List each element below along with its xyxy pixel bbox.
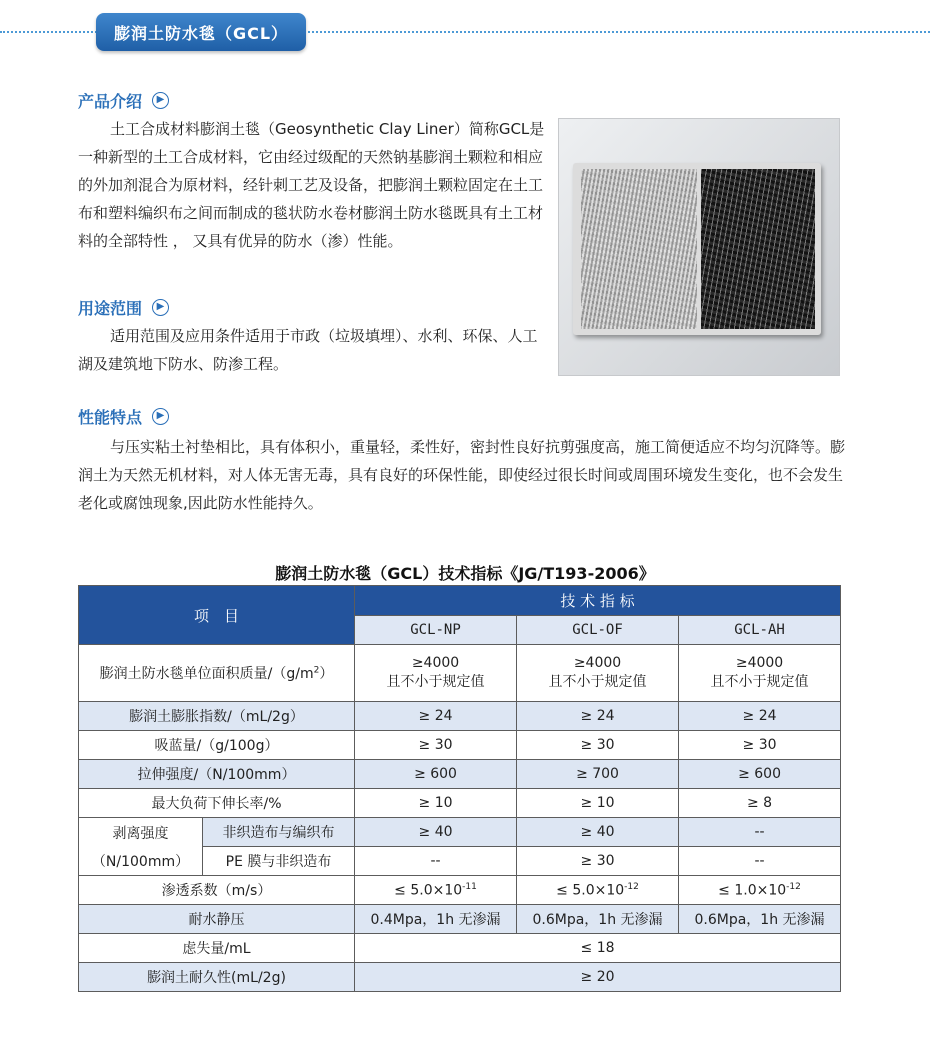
- header-spec: 技 术 指 标: [355, 586, 841, 616]
- page-title: 膨润土防水毯（GCL）: [113, 23, 289, 43]
- model-of: GCL-OF: [517, 615, 679, 645]
- mass-label-text: 膨润土防水毯单位面积质量/（g/m: [99, 666, 314, 682]
- intro-paragraph: 土工合成材料膨润土毯（Geosynthetic Clay Liner）简称GCL是一种新型的土工合成材料，它由经过级配的天然钠基膨润土颗粒和相应的外加剂混合为原材料，经针刺工艺及设备，把膨润土颗粒固定在土工布和塑料编织布之间而制成的毯状防水卷材膨润土防水毯既具有土工材料的全部特性 ， 又具有优异的防水（渗）性能。: [78, 120, 545, 250]
- peel-label-line2: （N/100mm）: [91, 853, 190, 870]
- features-heading: [78, 404, 169, 428]
- peel-sub2-value: --: [679, 847, 841, 876]
- table-row-tensile: [79, 760, 841, 789]
- swell-label: 膨润土膨胀指数/（mL/2g）: [79, 702, 355, 731]
- blue-value: ≥ 30: [355, 731, 517, 760]
- mass-value-line1: ≥4000: [573, 655, 622, 671]
- perm-base: ≤ 5.0×10: [556, 882, 625, 899]
- table-row-durability: [79, 963, 841, 992]
- tensile-value: ≥ 600: [355, 760, 517, 789]
- table-row-mass: [79, 645, 841, 702]
- arrow-right-circle-icon: ▶: [152, 92, 169, 109]
- swell-value: ≥ 24: [517, 702, 679, 731]
- arrow-right-circle-icon: ▶: [152, 299, 169, 316]
- perm-exp: -12: [624, 881, 639, 892]
- durability-label: 膨润土耐久性(mL/2g): [79, 963, 355, 992]
- blue-label: 吸蓝量/（g/100g）: [79, 731, 355, 760]
- tensile-value: ≥ 700: [517, 760, 679, 789]
- peel-sub2-label: PE 膜与非织造布: [203, 847, 355, 876]
- table-row-elongation: [79, 789, 841, 818]
- model-np: GCL-NP: [355, 615, 517, 645]
- fluid-loss-value: ≤ 18: [355, 934, 841, 963]
- peel-sub2-value: ≥ 30: [517, 847, 679, 876]
- gcl-sample-image: [573, 163, 821, 335]
- hydro-value: 0.6Mpa，1h 无渗漏: [517, 905, 679, 934]
- nonwoven-fabric-side: [581, 169, 697, 329]
- table-row-fluid-loss: [79, 934, 841, 963]
- banner-dotted-line-left: [0, 31, 100, 33]
- intro-heading: [78, 88, 169, 112]
- perm-value: [355, 876, 517, 905]
- fluid-loss-label: 虑失量/mL: [79, 934, 355, 963]
- perm-value: [517, 876, 679, 905]
- mass-label: [79, 645, 355, 702]
- perm-label: 渗透系数（m/s）: [79, 876, 355, 905]
- tensile-value: ≥ 600: [679, 760, 841, 789]
- blue-value: ≥ 30: [517, 731, 679, 760]
- mass-value-np: [355, 645, 517, 702]
- usage-heading-text: 用途范围: [78, 298, 143, 318]
- peel-sub2-value: --: [355, 847, 517, 876]
- mass-label-end: ）: [319, 666, 334, 682]
- mass-value-line2: 且不小于规定值: [548, 674, 647, 690]
- hydro-label: 耐水静压: [79, 905, 355, 934]
- durability-value: ≥ 20: [355, 963, 841, 992]
- perm-value: [679, 876, 841, 905]
- table-row-blue: [79, 731, 841, 760]
- hydro-value: 0.6Mpa，1h 无渗漏: [679, 905, 841, 934]
- mass-value-line2: 且不小于规定值: [386, 674, 485, 690]
- mass-value-line1: ≥4000: [411, 655, 460, 671]
- mass-label-sup: 2: [313, 665, 320, 676]
- features-heading-text: 性能特点: [78, 407, 143, 427]
- intro-heading-text: 产品介绍: [78, 91, 143, 111]
- tensile-label: 拉伸强度/（N/100mm）: [79, 760, 355, 789]
- usage-paragraph: 适用范围及应用条件适用于市政（垃圾填埋）、水利、环保、人工湖及建筑地下防水、防渗工程。: [78, 327, 538, 373]
- perm-exp: -11: [462, 881, 477, 892]
- perm-exp: -12: [786, 881, 801, 892]
- mass-value-ah: [679, 645, 841, 702]
- banner-dotted-line-right: [308, 31, 930, 33]
- swell-value: ≥ 24: [679, 702, 841, 731]
- page-title-banner: [96, 13, 306, 51]
- hydro-value: 0.4Mpa，1h 无渗漏: [355, 905, 517, 934]
- perm-base: ≤ 1.0×10: [718, 882, 787, 899]
- swell-value: ≥ 24: [355, 702, 517, 731]
- perm-base: ≤ 5.0×10: [394, 882, 463, 899]
- spec-table-title: 膨润土防水毯（GCL）技术指标《JG/T193-2006》: [275, 564, 655, 583]
- mass-value-line1: ≥4000: [735, 655, 784, 671]
- elong-value: ≥ 8: [679, 789, 841, 818]
- table-row-permeability: [79, 876, 841, 905]
- header-item: 项 目: [79, 586, 355, 645]
- peel-sub1-value: ≥ 40: [355, 818, 517, 847]
- peel-sub1-value: --: [679, 818, 841, 847]
- features-paragraph: 与压实粘土衬垫相比，具有体积小，重量轻，柔性好，密封性良好抗剪强度高，施工简便适应不均匀沉降等。膨润土为天然无机材料，对人体无害无毒，具有良好的环保性能，即使经过很长时间或周围环境发生变化，也不会发生老化或腐蚀现象,因此防水性能持久。: [78, 438, 846, 512]
- mass-value-line2: 且不小于规定值: [710, 674, 809, 690]
- table-row-peel-1: [79, 818, 841, 847]
- peel-sub1-value: ≥ 40: [517, 818, 679, 847]
- mass-value-of: [517, 645, 679, 702]
- peel-sub1-label: 非织造布与编织布: [203, 818, 355, 847]
- elong-value: ≥ 10: [355, 789, 517, 818]
- arrow-right-circle-icon: ▶: [152, 408, 169, 425]
- usage-heading: [78, 295, 169, 319]
- peel-label-line1: 剥离强度: [112, 825, 169, 842]
- table-row-hydrostatic: [79, 905, 841, 934]
- peel-label: [79, 818, 203, 876]
- table-row-swell: [79, 702, 841, 731]
- model-ah: GCL-AH: [679, 615, 841, 645]
- spec-table: [78, 585, 841, 992]
- elong-label: 最大负荷下伸长率/%: [79, 789, 355, 818]
- blue-value: ≥ 30: [679, 731, 841, 760]
- woven-fabric-side: [701, 169, 815, 329]
- table-header-row: [79, 586, 841, 616]
- elong-value: ≥ 10: [517, 789, 679, 818]
- product-photo: [558, 118, 840, 376]
